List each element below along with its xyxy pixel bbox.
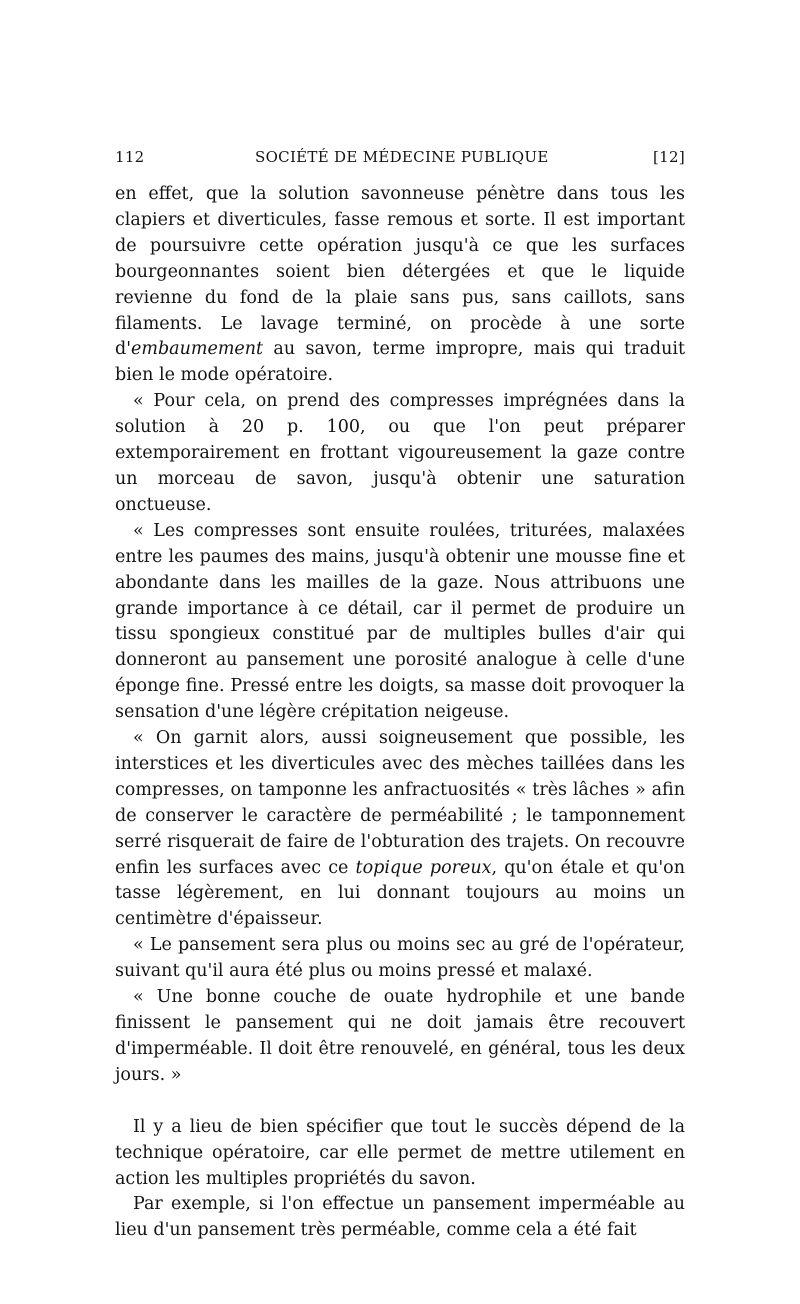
paragraph: Par exemple, si l'on effectue un pansement imperméable au lieu d'un pansement très perméable, comme cela a été fait [115,1194,685,1241]
quoted-paragraph: « Les compresses sont ensuite roulées, triturées, malaxées entre les paumes des mains, jusqu'à obtenir une mousse fine et abondante dans les mailles de la gaze. Nous attribuons une grande importance à ce détail, car il permet de produire un tissu spongieux constitué par de multiples bulles d'air qui donneront au pansement une porosité analogue à celle d'une éponge fine. Pressé entre les doigts, sa masse doit provoquer la sensation d'une légère crépitation neigeuse. [115,520,685,723]
paragraph-text: en effet, que la solution savonneuse pénètre dans tous les clapiers et diverticules, fasse remous et sorte. Il est important de poursuivre cette opération jusqu'à ce que les surfaces bourgeonnantes soient bien détergées et que le liquide revienne du fond de la plaie sans pus, sans caillots, sans filaments. Le lavage terminé, on procède à une sorte d' [115,184,685,360]
paragraph: Il y a lieu de bien spécifier que tout le succès dépend de la technique opératoire, car elle permet de mettre utilement en action les multiples propriétés du savon. [115,1116,685,1189]
italic-term-embaumement: embaumement [131,339,264,360]
paragraph-text: « On garnit alors, aussi soigneusement que possible, les interstices et les diverticules avec des mèches taillées dans les compresses, on tamponne les anfractuosités « très lâches » afin de conserver le caractère de perméabilité ; le tamponnement serré risquerait de faire de l'obturation des trajets. On recouvre enfin les surfaces avec ce [115,728,686,878]
italic-term-topique-poreux: topique poreux [355,857,492,878]
quoted-paragraph: « Une bonne couche de ouate hydrophile et une bande finissent le pansement qui ne doit jamais être recouvert d'imperméable. Il doit être renouvelé, en général, tous les deux jours. » [115,987,685,1085]
body-text [115,182,685,1244]
quoted-paragraph: « Pour cela, on prend des compresses imprégnées dans la solution à 20 p. 100, ou que l'on peut préparer extemporairement en frottant vigoureusement la gaze contre un morceau de savon, jusqu'à obtenir une saturation onctueuse. [115,391,685,515]
running-head [115,148,685,172]
page-number: 112 [115,148,145,166]
paragraph-text: au savon, terme impropre, mais qui traduit bien le mode opératoire. [115,339,685,386]
quoted-paragraph [115,726,685,933]
running-title: SOCIÉTÉ DE MÉDECINE PUBLIQUE [255,148,549,166]
paragraph-text: , qu'on étale et qu'on tasse légèrement, en lui donnant toujours au moins un centimètre d'épaisseur. [115,857,685,930]
paragraph-continuation [115,182,685,389]
section-number: [12] [653,148,685,166]
quoted-paragraph: « Le pansement sera plus ou moins sec au gré de l'opérateur, suivant qu'il aura été plus ou moins pressé et malaxé. [115,935,685,982]
